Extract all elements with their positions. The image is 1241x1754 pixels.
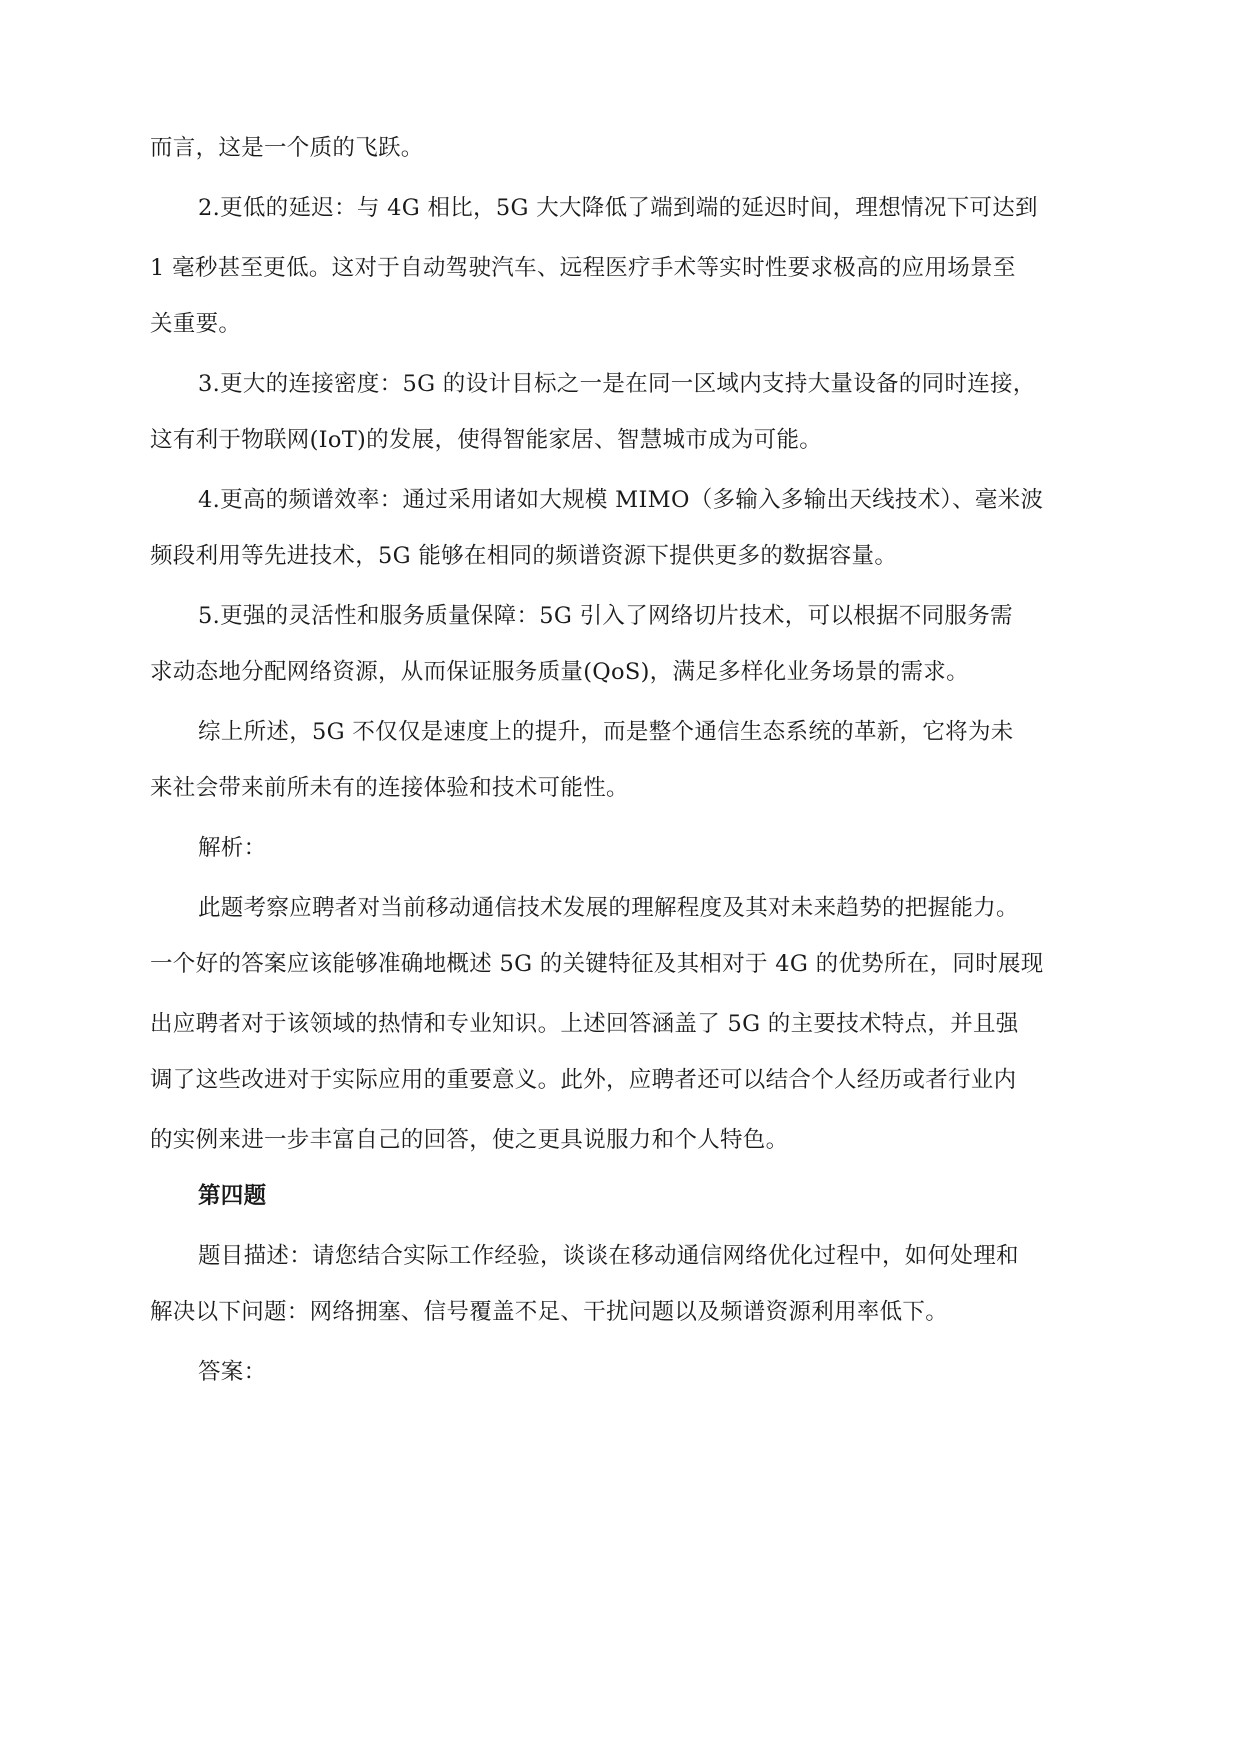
question-four-heading: 第四题: [198, 1183, 267, 1209]
answer-heading: 答案：: [198, 1359, 267, 1385]
list-item-lower-latency-line-2: 1 毫秒甚至更低。这对于自动驾驶汽车、远程医疗手术等实时性要求极高的应用场景至: [150, 255, 1016, 281]
list-item-spectral-efficiency-line-1: 4.更高的频谱效率：通过采用诸如大规模 MIMO（多输入多输出天线技术）、毫米波: [198, 487, 1044, 513]
list-item-flexibility-line-1: 5.更强的灵活性和服务质量保障：5G 引入了网络切片技术，可以根据不同服务需: [198, 603, 1013, 629]
analysis-body-line-3: 出应聘者对于该领域的热情和专业知识。上述回答涵盖了 5G 的主要技术特点，并且强: [150, 1011, 1019, 1037]
analysis-heading: 解析：: [198, 835, 267, 861]
analysis-body-line-2: 一个好的答案应该能够准确地概述 5G 的关键特征及其相对于 4G 的优势所在，同时展现: [150, 951, 1044, 977]
summary-paragraph-line-2: 来社会带来前所未有的连接体验和技术可能性。: [150, 775, 629, 801]
list-item-connection-density-line-2: 这有利于物联网(IoT)的发展，使得智能家居、智慧城市成为可能。: [150, 427, 823, 453]
list-item-connection-density-line-1: 3.更大的连接密度：5G 的设计目标之一是在同一区域内支持大量设备的同时连接，: [198, 371, 1036, 397]
analysis-body-line-4: 调了这些改进对于实际应用的重要意义。此外，应聘者还可以结合个人经历或者行业内: [150, 1067, 1017, 1093]
analysis-body-line-5: 的实例来进一步丰富自己的回答，使之更具说服力和个人特色。: [150, 1127, 789, 1153]
paragraph-continuation-line: 而言，这是一个质的飞跃。: [150, 135, 424, 161]
list-item-lower-latency-line-1: 2.更低的延迟：与 4G 相比，5G 大大降低了端到端的延迟时间，理想情况下可达到: [198, 195, 1038, 221]
summary-paragraph-line-1: 综上所述，5G 不仅仅是速度上的提升，而是整个通信生态系统的革新，它将为未: [198, 719, 1014, 745]
list-item-lower-latency-line-3: 关重要。: [150, 311, 242, 337]
question-description-line-1: 题目描述：请您结合实际工作经验，谈谈在移动通信网络优化过程中，如何处理和: [198, 1243, 1019, 1269]
question-description-line-2: 解决以下问题：网络拥塞、信号覆盖不足、干扰问题以及频谱资源利用率低下。: [150, 1299, 949, 1325]
list-item-flexibility-line-2: 求动态地分配网络资源，从而保证服务质量(QoS)，满足多样化业务场景的需求。: [150, 659, 969, 685]
analysis-body-line-1: 此题考察应聘者对当前移动通信技术发展的理解程度及其对未来趋势的把握能力。: [198, 895, 1019, 921]
list-item-spectral-efficiency-line-2: 频段利用等先进技术，5G 能够在相同的频谱资源下提供更多的数据容量。: [150, 543, 898, 569]
